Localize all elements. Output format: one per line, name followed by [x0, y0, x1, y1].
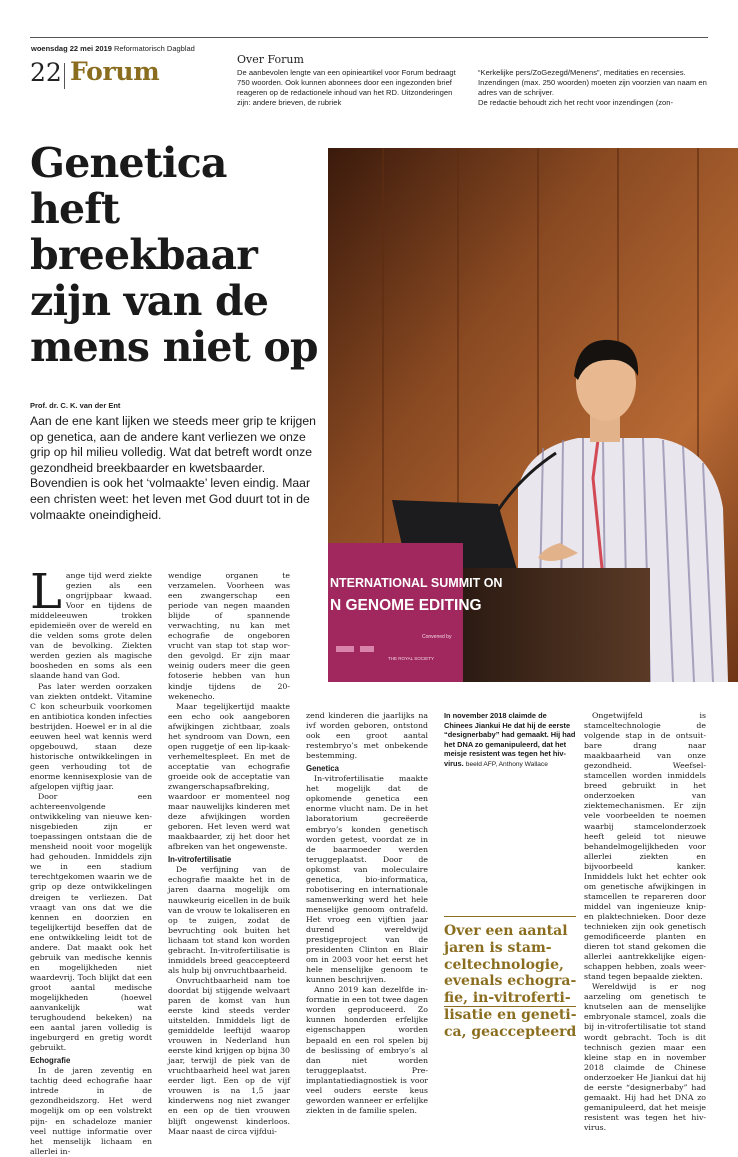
subheading-ivf: In-vitrofertilisatie	[168, 855, 232, 865]
banner-org: THE ROYAL SOCIETY	[388, 656, 435, 661]
body-column-5	[584, 711, 706, 1133]
over-forum-col2	[478, 68, 708, 108]
paragraph: Wereldwijd is er nog aarzeling om genetisch te knutselen aan de menselijke embryonale stamcel, zoals die bij in-vitrofertilisatie tot stand wordt gebracht. Toch is dit technisch gezien maar een kleine stap en in november 2018 claimde de Chinese onderzoeker He Jiankui dat hij de eerste “designerbaby” had gemaakt. Hij had het DNA zo gemanipuleerd, dat het meisje resistent was tegen het hiv-virus.	[584, 982, 706, 1132]
caption-text: In november 2018 claimde de Chinees Jiankui He dat hij de eerste “designerbaby” had gemaakt. Hij had het DNA zo gemanipuleerd, dat het meisje resistent was tegen het hiv-virus.	[444, 711, 576, 768]
author-byline: Prof. dr. C. K. van der Ent	[30, 401, 121, 410]
paragraph: Maar tegelijkertijd maakte een echo ook aangeboren afwijkingen zichtbaar, zoals het syndroom van Down, een open ruggetje of een lip-kaak-verhemeltespleet. En met de acceptatie van echografie groeide ook de acceptatie van zwangerschapsafbreking, waardoor er momenteel nog maar nauwelijks kinderen met deze afwijkingen worden geboren. Het leven werd wat maakbaarder, zij het door het afbreken van het ongewenste.	[168, 701, 290, 852]
over-forum-col2-text-b: De redactie behoudt zich het recht voor inzendingen (zon-	[478, 98, 674, 107]
body-column-2	[168, 571, 290, 1137]
banner-convened: Convened by	[422, 634, 452, 640]
article-intro: Aan de ene kant lijken we steeds meer grip te krijgen op genetica, aan de andere kant verliezen we onze grip op hil milieu volledig. Wat dat betreft wordt onze gezondheid breekbaarder en kwetsbaarder. Bovendien is ook het ‘volmaakte’ leven eindig. Maar een christen weet: het leven met God duurt tot in de volmaakte oneindigheid.	[30, 414, 316, 522]
body-column-3	[306, 711, 428, 1116]
paragraph: Ongetwijfeld is stamceltechnologie de volgende stap in de ontsuitbare drang naar maakbaarheid van onze gezondheid. Weefselstamcellen worden inmiddels breed gebruikt in het onderzoeken van ziektemechanismen. Er zijn vele voorbeelden te noemen waarbij stamcelonderzoek heeft geleid tot nieuwe behandelmogelijkheden voor allerlei ziekten en bijvoorbeeld kanker. Inmiddels lukt het echter ook om genetische afwijkingen in stamcellen te repareren door middel van ingenieuze knip- en plaktechnieken. Door deze technieken zijn ook genetisch gemodificeerde planten en dieren tot stand gekomen die allerlei aantrekkelijke eigenschappen hebben, zoals weerstand tegen bepaalde ziekten.	[584, 711, 706, 982]
banner-line1: NTERNATIONAL SUMMIT ON	[330, 576, 503, 590]
paragraph: ange tijd werd ziekte gezien als een ongrijpbaar kwaad. Voor en tijdens de middeleeuwen trokken epidemieën over de wereld en die velden soms grote delen van de bevolking. Ziekten werden gezien als magische boosheden en soms als een slaande hand van God.	[30, 571, 152, 681]
article-photo	[328, 148, 738, 682]
pullquote-rule-top	[444, 916, 576, 917]
photo-credit: beeld AFP, Anthony Wallace	[465, 760, 548, 768]
date: woensdag 22 mei 2019	[31, 44, 112, 53]
body-column-1	[30, 564, 152, 1157]
drop-cap: L	[30, 564, 62, 620]
paragraph: In de jaren zeventig en tachtig deed echografie haar intrede in de gezondheidszorg. Het werd mogelijk om op een volstrekt pijn- en schadeloze manier veel nuttige informatie over het menselijk lichaam en allerlei in-	[30, 1066, 152, 1156]
page-number: 22	[30, 58, 62, 87]
paragraph: wendige organen te verzamelen. Voorheen was een zwangerschap een periode van negen maanden blijde of spannende verwachting, nu kan met echografie de ongeboren vrucht van stap tot stap worden gevolgd. Er zijn maar weinig ouders meer die geen fotoserie hebben van hun kindje tijdens de 20-wekenecho.	[168, 571, 290, 701]
section-divider	[64, 63, 65, 89]
banner-line2: N GENOME EDITING	[330, 597, 482, 614]
paragraph: zend kinderen die jaarlijks na ivf worden geboren, ontstond ook een groot aantal restembryo’s met onbekende bestemming.	[306, 711, 428, 761]
paragraph: Door een achtereenvolgende ontwikkeling van nieuwe kennisgebieden zijn er toepassingen ontstaan die de mensheid nooit voor mogelijk had gehouden. Inmiddels zijn we in een stadium terechtgekomen waarin we de grip op deze ontwikkelingen dreigen te verliezen. Dat vraagt van ons dat we die kennen en doorzien en tegelijkertijd beseffen dat de ene ontwikkeling leidt tot de andere. Dat maakt ook het gebruik van medische kennis en mogelijkheden niet waardevrij. Toch blijkt dat een groot aantal medische mogelijkheden (hoewel aanvankelijk wat terughoudend bekeken) na een aantal jaren volledig is ingeburgerd en gretig wordt gebruikt.	[30, 792, 152, 1053]
headline: Genetica heft breekbaar zijn van de mens niet op	[30, 139, 318, 371]
dateline	[31, 44, 195, 53]
over-forum-title: Over Forum	[237, 53, 304, 66]
paragraph: De verfijning van de echografie maakte het in de jaren daarna mogelijk om nauwkeurig eicellen in de buik van de vrouw te lokaliseren en op te zuigen, zodat de bevruchting ook buiten het lichaam tot stand kon worden gebracht. In-vitrofertilisatie is inmiddels breed geaccepteerd als hulp bij onvruchtbaarheid.	[168, 865, 290, 975]
publication-name: Reformatorisch Dagblad	[113, 44, 195, 53]
paragraph: In-vitrofertilisatie maakte het mogelijk dat de opkomende genetica een enorme vlucht nam. De in het laboratorium gecreëerde embryo’s konden genetisch worden getest, voordat ze in de baarmoeder werden teruggeplaatst. Door de opkomst van moleculaire genetica, bio-informatica, robotisering en internationale samenwerking werd het hele menselijke genoom ontrafeld. Het vroeg een vijftien jaar durend wereldwijd prestigeproject van de presidenten Clinton en Blair om in 2003 voor het eerst het hele menselijke genoom te kunnen beschrijven.	[306, 774, 428, 985]
paragraph: Pas later werden oorzaken van ziekten ontdekt. Vitamine C kon scheurbuik voorkomen en antibiotica konden infecties bestrijden. Hoewel er in al die eeuwen heel wat kennis werd opgebouwd, staan deze historische ontwikkelingen in geen verhouding tot de enorme kennisexplosie van de afgelopen vijftig jaar.	[30, 681, 152, 791]
subheading-genetica: Genetica	[306, 764, 339, 774]
paragraph: Anno 2019 kan dezelfde informatie in een tot twee dagen worden geproduceerd. Zo kunnen honderden erfelijke eigenschappen worden bepaald en een rol spelen bij de beslissing of embryo’s al dan niet worden teruggeplaatst. Pre-implantatiediagnostiek is voor veel ouders eerste keus geworden wanneer er erfelijke ziekten in de familie spelen.	[306, 985, 429, 1115]
paragraph: Onvruchtbaarheid nam toe doordat bij stijgende welvaart paren de komst van hun eerste kind steeds verder uitstelden. Inmiddels ligt de gemiddelde leeftijd waarop vrouwen in Nederland hun eerste kind krijgen op bijna 30 jaar, terwijl de piek van de vruchtbaarheid heel wat jaren eerder ligt. Een op de vijf vrouwen is na 1,5 jaar kinderwens nog niet zwanger en een op de tien vrouwen blijft ongewenst kinderloos. Maar naast de circa vijfdui-	[168, 975, 290, 1136]
pullquote-rule-bottom	[444, 1006, 576, 1007]
top-rule	[30, 37, 708, 38]
photo-illustration	[328, 148, 738, 682]
over-forum-col1: De aanbevolen lengte van een opinieartikel voor Forum bedraagt 750 woorden. Ook kunnen abonnees door een ingezonden brief reageren op de redactionele inhoud van het RD. Uitzonderingen zijn: andere brieven, de rubriek	[237, 68, 456, 107]
subheading-echografie: Echografie	[30, 1056, 71, 1066]
photo-caption	[444, 711, 576, 770]
pullquote: Over een aantal jaren is stamceltechnologie, evenals echografie, in-vitrofertilisatie en genetica, geaccepteerd	[444, 923, 577, 1040]
section-title: Forum	[70, 57, 160, 86]
over-forum-col2-text: “Kerkelijke pers/ZoGezegd/Menens”, meditaties en recensies. Inzendingen (max. 250 woorden) moeten zijn voorzien van naam en adres van de schrijver.	[478, 68, 707, 97]
